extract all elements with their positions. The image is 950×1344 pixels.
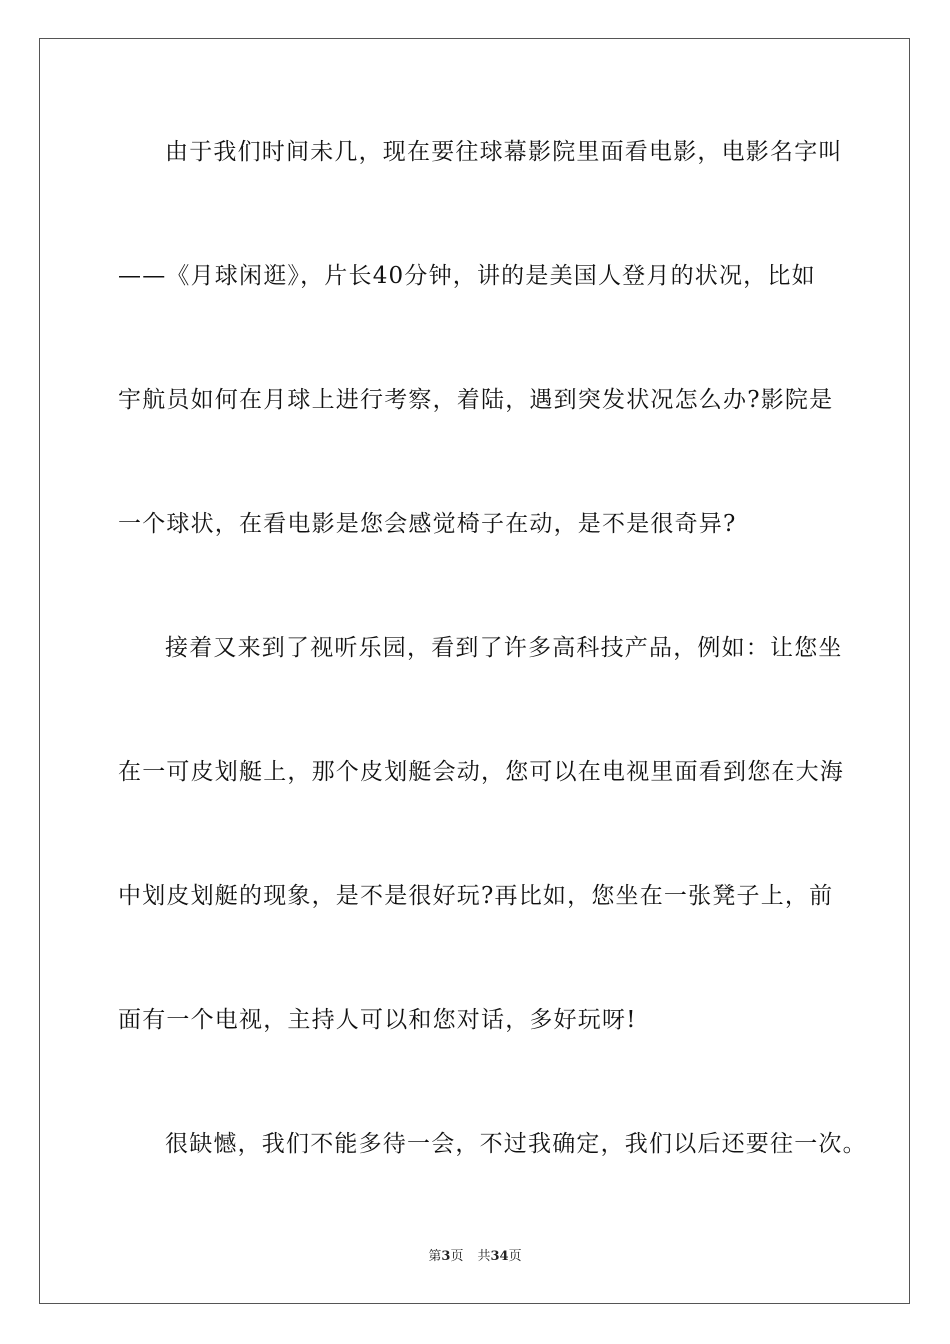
paragraph-line-4: 一个球状，在看电影是您会感觉椅子在动，是不是很奇异? (118, 511, 737, 537)
current-page-number: 3 (441, 1249, 451, 1264)
paragraph-line-2: ——《月球闲逛》，片长40分钟，讲的是美国人登月的状况，比如 (118, 263, 816, 289)
paragraph-line-7: 中划皮划艇的现象，是不是很好玩?再比如，您坐在一张凳子上，前 (118, 883, 834, 909)
paragraph-line-3: 宇航员如何在月球上进行考察，着陆，遇到突发状况怎么办?影院是 (118, 387, 834, 413)
total-suffix: 页 (508, 1249, 522, 1264)
paragraph-line-6: 在一可皮划艇上，那个皮划艇会动，您可以在电视里面看到您在大海 (118, 759, 844, 785)
total-pages-number: 34 (490, 1249, 509, 1264)
paragraph-line-8: 面有一个电视，主持人可以和您对话，多好玩呀! (118, 1007, 637, 1033)
total-prefix: 共 (477, 1249, 491, 1264)
page-number-footer (0, 1248, 950, 1266)
page-suffix: 页 (450, 1249, 464, 1264)
paragraph-line-1: 由于我们时间未几，现在要往球幕影院里面看电影，电影名字叫 (165, 139, 843, 165)
page-prefix: 第 (428, 1249, 442, 1264)
paragraph-line-5: 接着又来到了视听乐园，看到了许多高科技产品，例如：让您坐 (165, 635, 843, 661)
paragraph-line-9: 很缺憾，我们不能多待一会，不过我确定，我们以后还要往一次。 (165, 1131, 867, 1157)
page-border (39, 38, 910, 1304)
